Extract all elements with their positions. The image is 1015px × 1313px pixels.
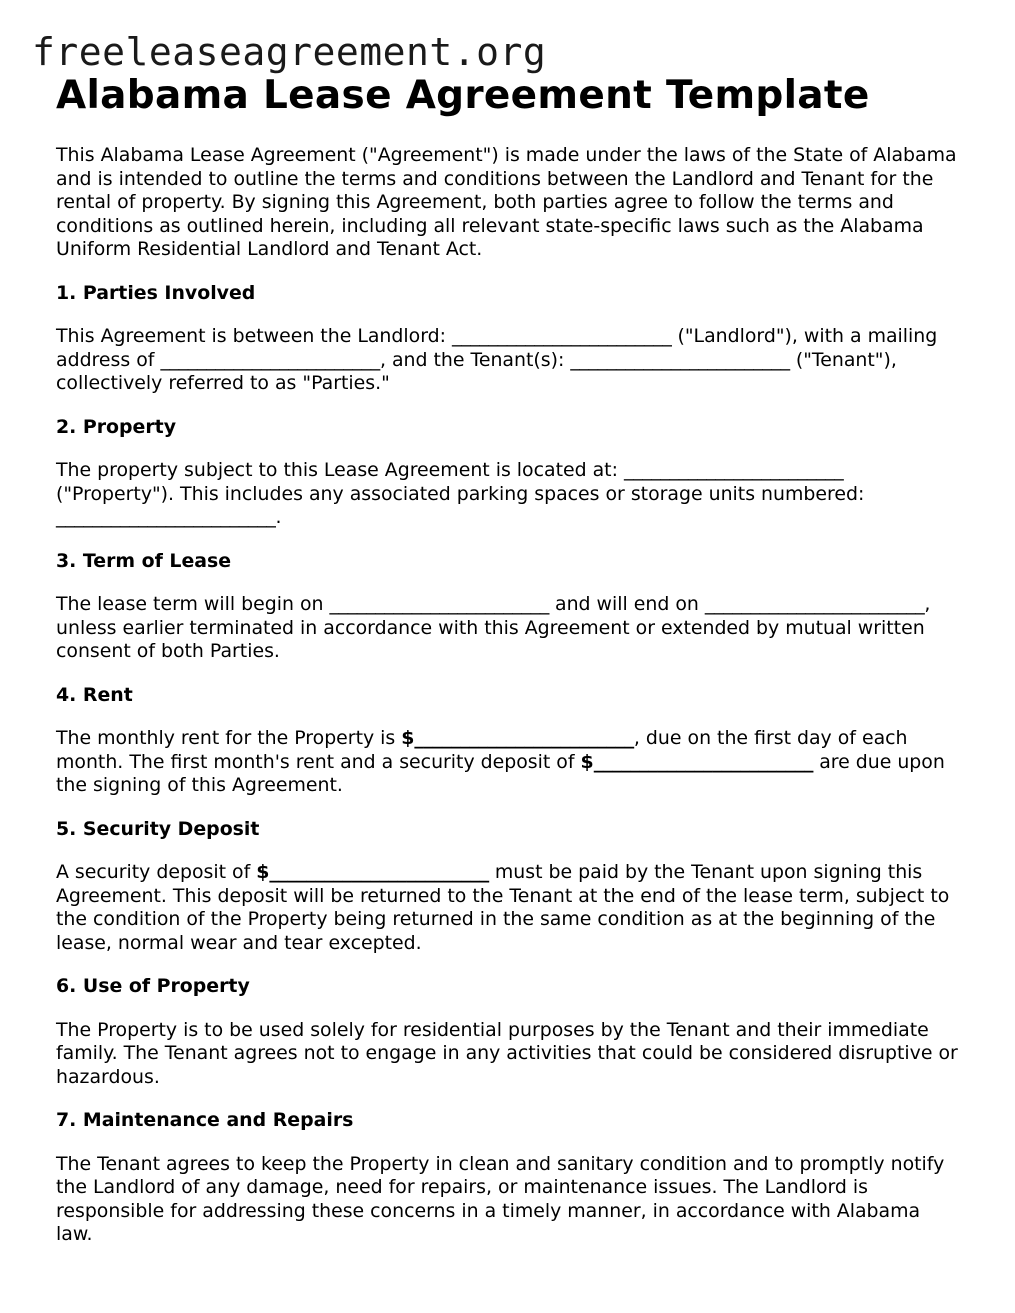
section-heading-use: 6. Use of Property: [56, 975, 250, 997]
section-body-deposit: [56, 861, 961, 955]
text-segment: ("Tenant"), collectively referred to as "Parties.": [56, 348, 897, 394]
watermark-text: freeleaseagreement.org: [32, 30, 547, 74]
storage-units-blank[interactable]: ________________________: [56, 506, 276, 528]
text-segment: , unless earlier terminated in accordance with this Agreement or extended by mutual written consent of both Parties.: [56, 593, 931, 662]
section-body-rent: [56, 727, 961, 798]
text-segment: The monthly rent for the Property is: [56, 727, 402, 749]
section-body-term: [56, 593, 961, 664]
text-segment: and will end on: [549, 593, 705, 615]
text-segment: A security deposit of: [56, 861, 257, 883]
first-deposit-blank[interactable]: ________________________: [593, 750, 814, 773]
mailing-address-blank[interactable]: ________________________: [160, 348, 380, 371]
tenant-name-blank[interactable]: ________________________: [570, 348, 790, 371]
text-segment: ("Landlord"), with a mailing address of: [56, 325, 938, 371]
text-segment: .: [275, 506, 282, 528]
intro-paragraph: This Alabama Lease Agreement ("Agreement") is made under the laws of the State of Alabama and is intended to outline the terms and conditions between the Landlord and Tenant for the rental of property. By signing this Agreement, both parties agree to follow the terms and conditions as outlined herein, including all relevant state-specific laws such as the Alabama Uniform Residential Landlord and Tenant Act.: [56, 144, 957, 260]
section-body-use: The Property is to be used solely for residential purposes by the Tenant and their immediate family. The Tenant agrees not to engage in any activities that could be considered disruptive or hazardous.: [56, 1018, 958, 1088]
landlord-name-blank[interactable]: ________________________: [451, 325, 672, 347]
text-segment: ("Property"). This includes any associated parking spaces or storage units numbered:: [56, 482, 865, 505]
section-body-maintenance: The Tenant agrees to keep the Property in clean and sanitary condition and to promptly notify the Landlord of any damage, need for repairs, or maintenance issues. The Landlord is responsible for addressing these concerns in a timely manner, in accordance with Alabama law.: [56, 1152, 945, 1245]
section-heading-maintenance: 7. Maintenance and Repairs: [56, 1109, 354, 1131]
end-date-blank[interactable]: ________________________: [704, 593, 925, 615]
dollar-sign: $: [256, 861, 270, 883]
text-segment: , and the Tenant(s):: [379, 348, 571, 371]
section-heading-term: 3. Term of Lease: [56, 549, 232, 572]
section-heading-property: 2. Property: [56, 415, 177, 438]
monthly-rent-blank[interactable]: ________________________: [414, 727, 634, 749]
dollar-sign: $: [580, 750, 594, 773]
text-segment: , due on the first day of each month. The first month's rent and a security deposit of: [56, 727, 908, 773]
text-segment: This Agreement is between the Landlord:: [56, 325, 452, 347]
property-address-blank[interactable]: ________________________: [623, 459, 844, 481]
section-body-property: [56, 459, 961, 530]
section-heading-deposit: 5. Security Deposit: [56, 817, 260, 840]
section-heading-rent: 4. Rent: [56, 683, 133, 706]
section-body-parties: [56, 325, 961, 396]
dollar-sign: $: [401, 727, 415, 749]
text-segment: The lease term will begin on: [56, 593, 330, 615]
section-heading-parties: 1. Parties Involved: [56, 281, 256, 304]
start-date-blank[interactable]: ________________________: [329, 593, 549, 615]
text-segment: are due upon the signing of this Agreement.: [56, 750, 945, 796]
text-segment: must be paid by the Tenant upon signing this Agreement. This deposit will be returned to the Tenant at the end of the lease term, subject to the condition of the Property being returned in the same condition as at the beginning of the lease, normal wear and tear excepted.: [56, 861, 950, 954]
document-body: [56, 72, 961, 1267]
page-title: Alabama Lease Agreement Template: [56, 73, 870, 118]
text-segment: The property subject to this Lease Agreement is located at:: [56, 459, 624, 481]
security-deposit-blank[interactable]: ________________________: [269, 861, 489, 883]
